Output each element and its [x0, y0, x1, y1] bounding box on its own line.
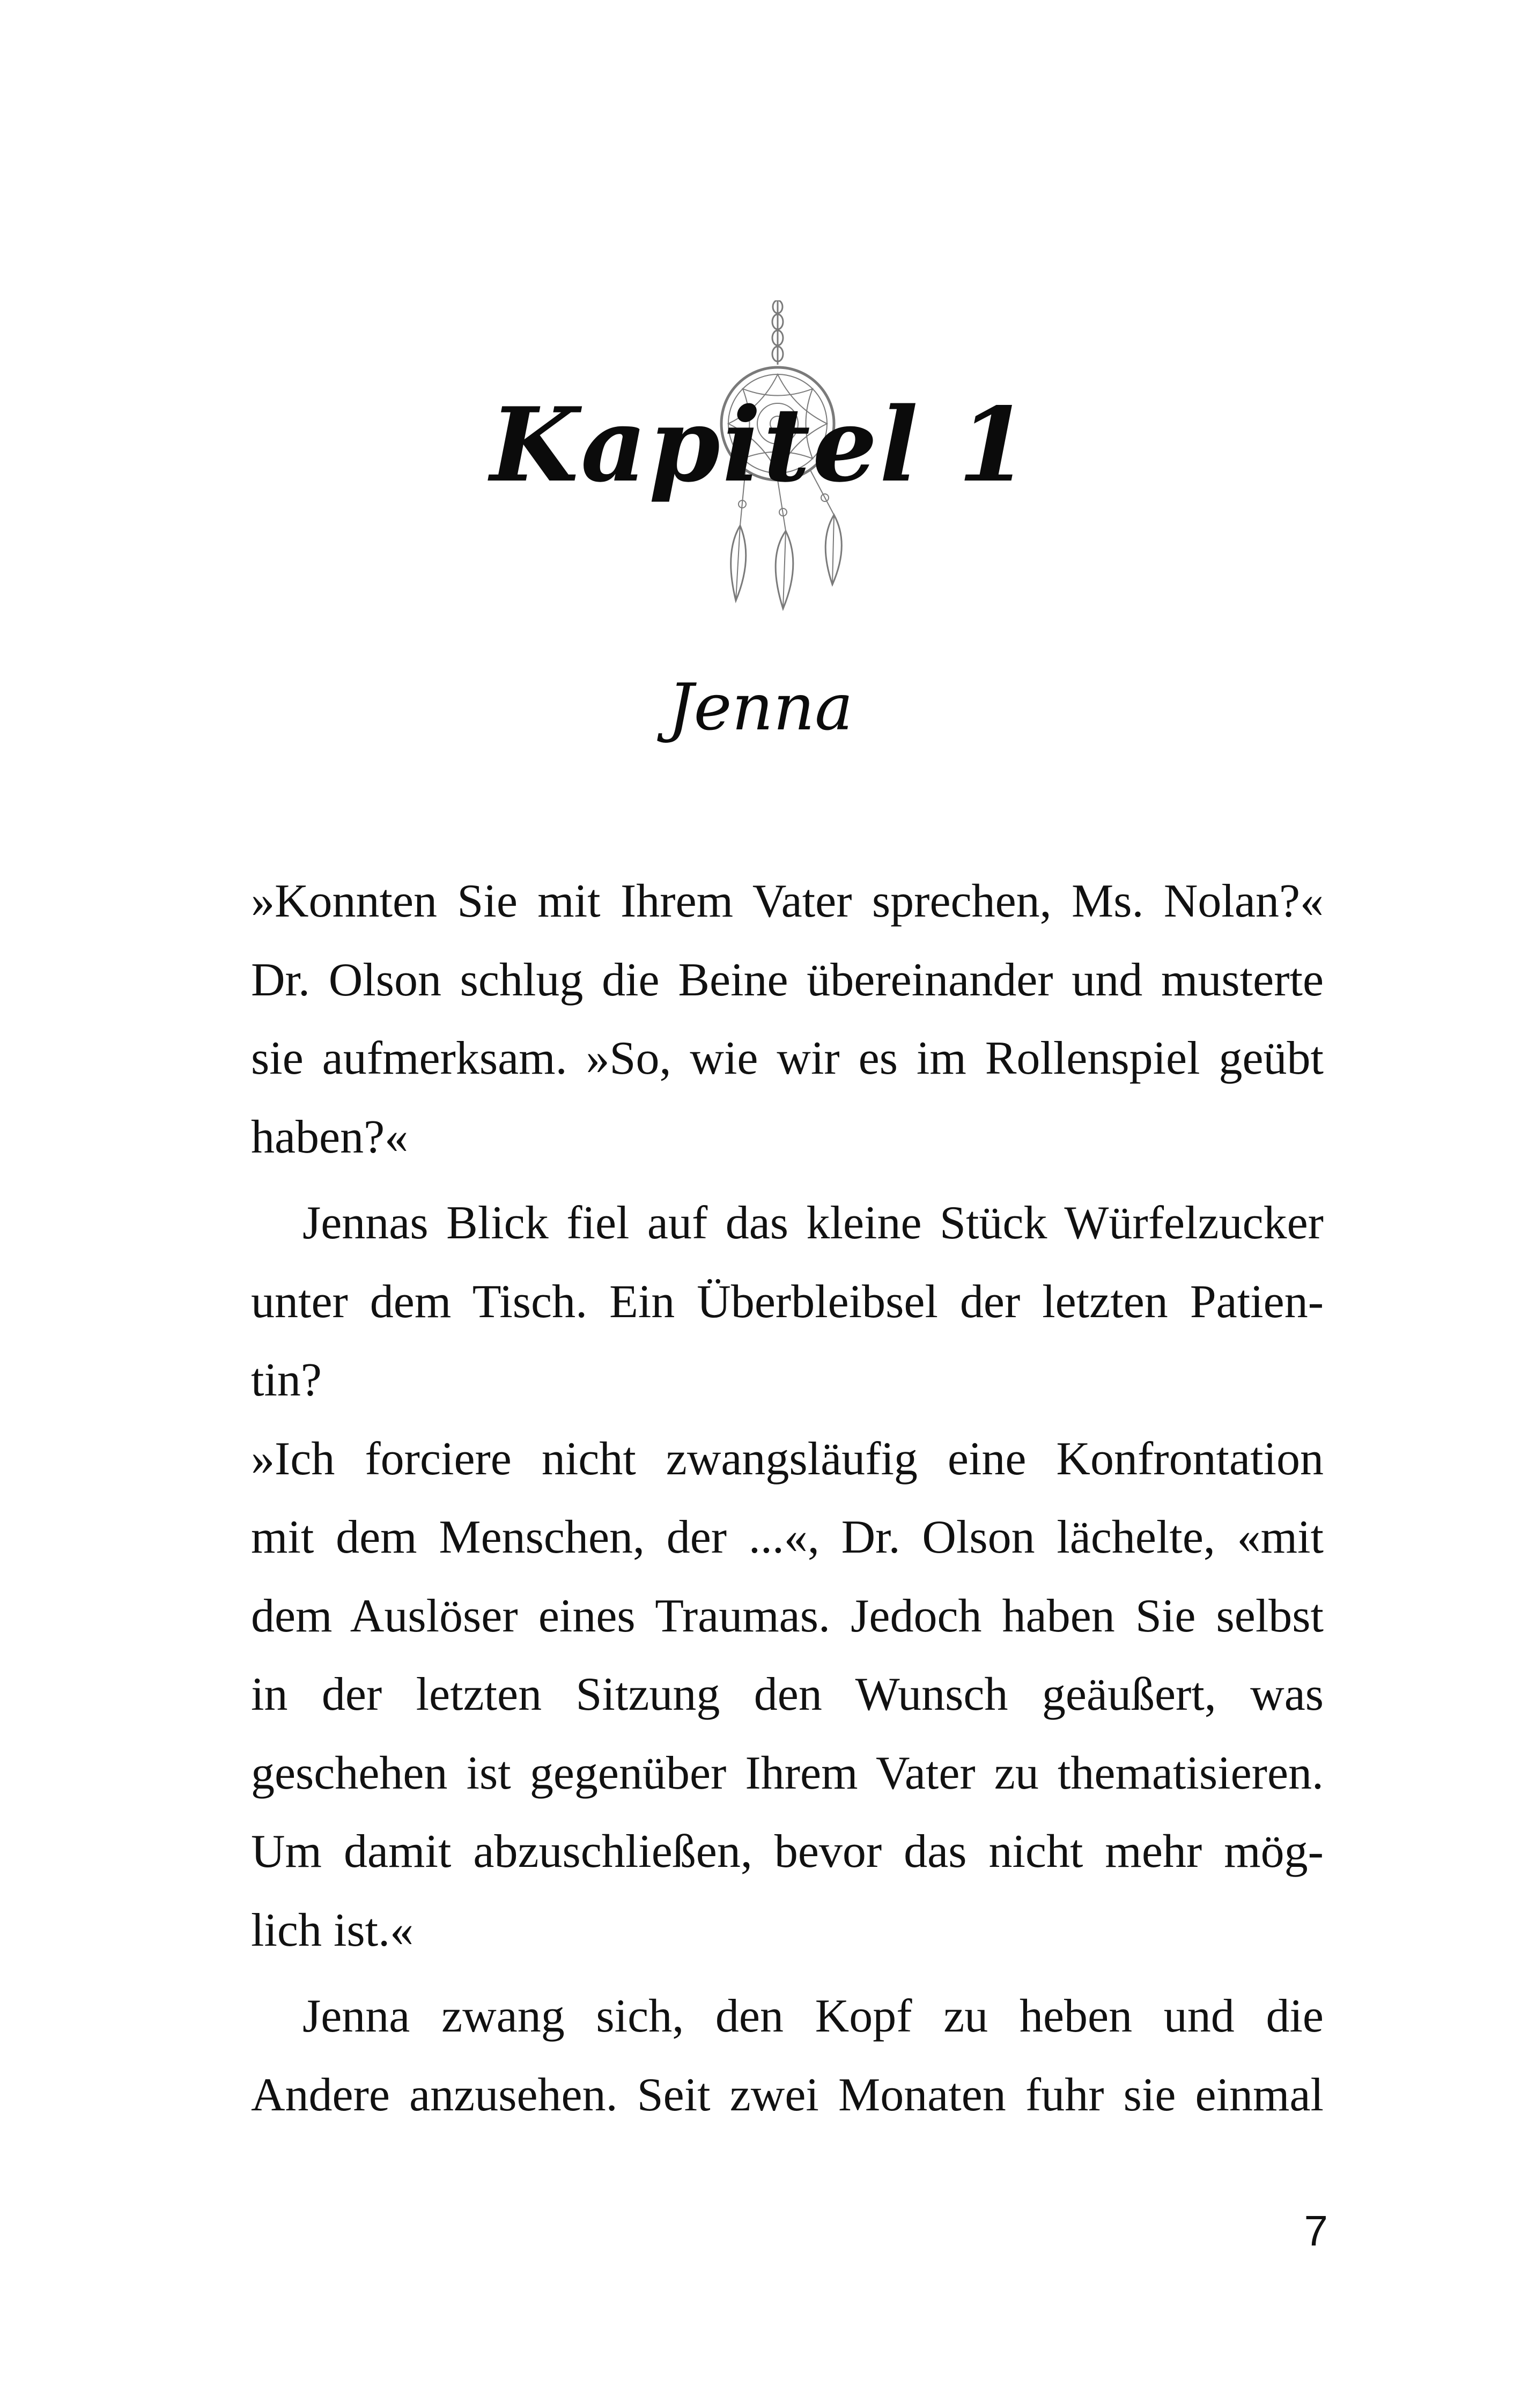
chapter-subtitle: Jenna [668, 670, 853, 745]
page-number: 7 [1304, 2207, 1328, 2255]
text-line: in der letzten Sitzung den Wunsch geäußert, was [251, 1668, 1324, 1720]
text-line: Jennas Blick fiel auf das kleine Stück Würfelzucker [302, 1197, 1324, 1249]
text-line: unter dem Tisch. Ein Überbleibsel der letzten Patien- [251, 1275, 1324, 1328]
text-line: dem Auslöser eines Traumas. Jedoch haben Sie selbst [251, 1590, 1324, 1642]
chapter-body [251, 862, 1324, 2134]
text-line: tin? [251, 1354, 322, 1406]
text-line: Andere anzusehen. Seit zwei Monaten fuhr sie einmal [251, 2069, 1324, 2121]
paragraph [251, 862, 1324, 1177]
text-line: Um damit abzuschließen, bevor das nicht mehr mög- [251, 1826, 1324, 1878]
text-line: »Ich forciere nicht zwangsläufig eine Konfrontation [251, 1432, 1324, 1485]
text-line: mit dem Menschen, der ...«, Dr. Olson lächelte, «mit [251, 1511, 1324, 1563]
paragraph [251, 1184, 1324, 1420]
paragraph [251, 1420, 1324, 1970]
text-line: »Konnten Sie mit Ihrem Vater sprechen, Ms. Nolan?« [251, 875, 1324, 927]
text-line: Dr. Olson schlug die Beine übereinander und musterte [251, 954, 1324, 1006]
text-line: Jenna zwang sich, den Kopf zu heben und die [302, 1990, 1324, 2042]
chapter-title: Kapitel 1 [490, 385, 1031, 505]
text-line: haben?« [251, 1111, 409, 1163]
text-line: lich ist.« [251, 1904, 414, 1956]
text-line: geschehen ist gegenüber Ihrem Vater zu thematisieren. [251, 1747, 1324, 1799]
paragraph [251, 1977, 1324, 2134]
text-line: sie aufmerksam. »So, wie wir es im Rollenspiel geübt [251, 1032, 1324, 1084]
